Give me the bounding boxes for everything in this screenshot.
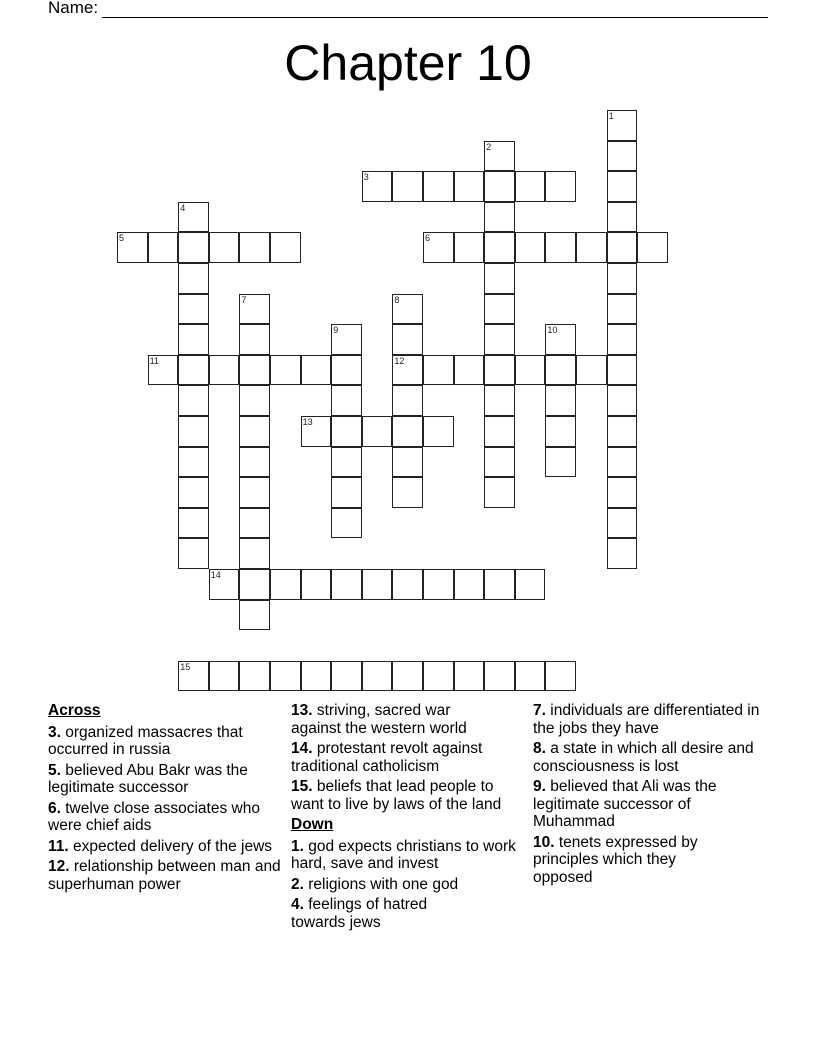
crossword-cell[interactable] — [239, 447, 270, 478]
crossword-cell[interactable] — [484, 447, 515, 478]
clue-number: 15 — [180, 661, 191, 672]
crossword-cell[interactable] — [362, 171, 393, 202]
clue-across-12: 12. relationship between man and superhuman power — [48, 858, 281, 893]
crossword-cell[interactable] — [239, 385, 270, 416]
page-title: Chapter 10 — [284, 35, 532, 91]
crossword-cell[interactable] — [239, 232, 270, 263]
crossword-cell[interactable] — [178, 232, 209, 263]
crossword-cell[interactable] — [331, 508, 362, 539]
clue-number: 14 — [210, 570, 221, 580]
crossword-cell[interactable] — [423, 416, 454, 447]
crossword-cell[interactable] — [545, 232, 576, 263]
crossword-cell[interactable] — [239, 477, 270, 508]
clue-number: 9 — [333, 325, 339, 336]
clue-number: 8 — [394, 294, 400, 305]
crossword-cell[interactable] — [331, 355, 362, 386]
crossword-cell[interactable] — [454, 171, 485, 202]
clue-number: 3 — [363, 172, 369, 183]
crossword-cell[interactable] — [576, 355, 607, 386]
clue-across-11: 11. expected delivery of the jews — [48, 837, 273, 855]
clue-down-7: 7. individuals are differentiated in the jobs they have — [533, 702, 760, 737]
crossword-cell[interactable] — [545, 385, 576, 416]
crossword-cell[interactable] — [270, 569, 301, 600]
crossword-cell[interactable] — [515, 171, 546, 202]
crossword-cell[interactable] — [178, 661, 209, 692]
clue-number: 1 — [608, 111, 614, 121]
crossword-cell[interactable] — [301, 416, 332, 447]
crossword-cell[interactable] — [392, 294, 423, 325]
crossword-cell[interactable] — [484, 569, 515, 600]
clue-down-4: 4. feelings of hatred towards jews — [291, 896, 428, 931]
crossword-cell[interactable] — [607, 110, 638, 141]
crossword-cell[interactable] — [239, 600, 270, 631]
crossword-cell[interactable] — [392, 569, 423, 600]
crossword-cell[interactable] — [178, 355, 209, 386]
crossword-cell[interactable] — [454, 661, 485, 692]
crossword-cell[interactable] — [607, 477, 638, 508]
crossword-cell[interactable] — [484, 385, 515, 416]
crossword-cell[interactable] — [209, 661, 240, 692]
clue-column-2 — [291, 702, 526, 934]
crossword-cell[interactable] — [178, 324, 209, 355]
crossword-cell[interactable] — [178, 263, 209, 294]
crossword-cell[interactable] — [239, 355, 270, 386]
clue-across-13: 13. striving, sacred war against the western world — [291, 702, 467, 737]
crossword-cell[interactable] — [484, 416, 515, 447]
name-blank[interactable] — [102, 1, 768, 18]
clue-number: 12 — [394, 355, 405, 366]
crossword-cell[interactable] — [209, 232, 240, 263]
crossword-cell[interactable] — [331, 477, 362, 508]
crossword-cell[interactable] — [607, 508, 638, 539]
crossword-cell[interactable] — [423, 171, 454, 202]
crossword-cell[interactable] — [392, 477, 423, 508]
clue-down-9: 9. believed that Ali was the legitimate successor of Muhammad — [533, 778, 717, 830]
clue-across-14: 14. protestant revolt against traditional catholicism — [291, 740, 483, 775]
crossword-cell[interactable] — [392, 661, 423, 692]
crossword-cell[interactable] — [331, 385, 362, 416]
crossword-cell[interactable] — [484, 141, 515, 172]
crossword-cell[interactable] — [515, 355, 546, 386]
crossword-cell[interactable] — [545, 324, 576, 355]
crossword-cell[interactable] — [178, 508, 209, 539]
crossword-cell[interactable] — [178, 538, 209, 569]
crossword-cell[interactable] — [362, 569, 393, 600]
crossword-cell[interactable] — [484, 263, 515, 294]
crossword-cell[interactable] — [545, 416, 576, 447]
crossword-cell[interactable] — [484, 355, 515, 386]
crossword-cell[interactable] — [454, 569, 485, 600]
crossword-cell[interactable] — [545, 171, 576, 202]
crossword-cell[interactable] — [423, 569, 454, 600]
crossword-cell[interactable] — [362, 661, 393, 692]
crossword-cell[interactable] — [607, 416, 638, 447]
clue-down-1: 1. god expects christians to work hard, save and invest — [291, 837, 516, 872]
clue-across-5: 5. believed Abu Bakr was the legitimate successor — [48, 761, 248, 796]
crossword-cell[interactable] — [239, 416, 270, 447]
crossword-cell[interactable] — [484, 661, 515, 692]
crossword-cell[interactable] — [209, 569, 240, 600]
crossword-cell[interactable] — [270, 355, 301, 386]
clue-down-10: 10. tenets expressed by principles which they opposed — [533, 833, 698, 886]
clue-column-1 — [48, 702, 283, 896]
crossword-cell[interactable] — [148, 232, 179, 263]
crossword-cell[interactable] — [362, 416, 393, 447]
crossword-cell[interactable] — [331, 569, 362, 600]
crossword-cell[interactable] — [607, 171, 638, 202]
crossword-cell[interactable] — [239, 324, 270, 355]
crossword-cell[interactable] — [484, 294, 515, 325]
crossword-cell[interactable] — [515, 569, 546, 600]
clue-across-6: 6. twelve close associates who were chief aids — [48, 799, 260, 834]
name-label: Name: — [48, 0, 99, 17]
crossword-cell[interactable] — [454, 232, 485, 263]
crossword-cell[interactable] — [178, 477, 209, 508]
crossword-cell[interactable] — [392, 355, 423, 386]
crossword-cell[interactable] — [607, 202, 638, 233]
clue-across-15: 15. beliefs that lead people to want to live by laws of the land — [291, 778, 502, 813]
crossword-cell[interactable] — [515, 661, 546, 692]
crossword-cell[interactable] — [270, 232, 301, 263]
crossword-cell[interactable] — [239, 538, 270, 569]
clue-down-8: 8. a state in which all desire and consciousness is lost — [533, 740, 754, 775]
crossword-cell[interactable] — [454, 355, 485, 386]
crossword-cell[interactable] — [301, 569, 332, 600]
crossword-cell[interactable] — [239, 294, 270, 325]
crossword-cell[interactable] — [484, 202, 515, 233]
crossword-cell[interactable] — [301, 661, 332, 692]
crossword-cell[interactable] — [392, 171, 423, 202]
crossword-cell[interactable] — [607, 324, 638, 355]
crossword-cell[interactable] — [515, 232, 546, 263]
crossword-cell[interactable] — [239, 508, 270, 539]
crossword-cell[interactable] — [270, 661, 301, 692]
crossword-cell[interactable] — [239, 661, 270, 692]
clue-number: 10 — [547, 325, 558, 336]
crossword-cell[interactable] — [331, 447, 362, 478]
crossword-cell[interactable] — [392, 324, 423, 355]
across-heading: Across — [48, 702, 101, 719]
clue-number: 2 — [486, 141, 492, 152]
crossword-cell[interactable] — [117, 232, 148, 263]
crossword-cell[interactable] — [178, 202, 209, 233]
crossword-cell[interactable] — [607, 263, 638, 294]
crossword-cell[interactable] — [331, 416, 362, 447]
crossword-cell[interactable] — [423, 355, 454, 386]
crossword-cell[interactable] — [607, 385, 638, 416]
clue-column-3 — [533, 702, 768, 889]
crossword-cell[interactable] — [607, 538, 638, 569]
crossword-cell[interactable] — [545, 355, 576, 386]
name-field — [48, 0, 768, 18]
crossword-cell[interactable] — [178, 416, 209, 447]
down-heading: Down — [291, 816, 334, 833]
crossword-cell[interactable] — [239, 569, 270, 600]
crossword-cell[interactable] — [637, 232, 668, 263]
clue-across-3: 3. organized massacres that occurred in russia — [48, 723, 243, 758]
crossword-cell[interactable] — [484, 324, 515, 355]
crossword-cell[interactable] — [545, 447, 576, 478]
crossword-cell[interactable] — [607, 355, 638, 386]
crossword-cell[interactable] — [484, 232, 515, 263]
clue-number: 7 — [241, 294, 247, 305]
clue-number: 4 — [180, 202, 186, 213]
clue-number: 5 — [119, 233, 125, 244]
crossword-cell[interactable] — [423, 661, 454, 692]
crossword-cell[interactable] — [607, 141, 638, 172]
clue-number: 6 — [425, 233, 431, 244]
crossword-cell[interactable] — [301, 355, 332, 386]
crossword-cell[interactable] — [545, 661, 576, 692]
crossword-cell[interactable] — [423, 232, 454, 263]
crossword-cell[interactable] — [607, 232, 638, 263]
crossword-cell[interactable] — [178, 294, 209, 325]
crossword-cell[interactable] — [209, 355, 240, 386]
crossword-cell[interactable] — [178, 385, 209, 416]
crossword-cell[interactable] — [392, 385, 423, 416]
crossword-cell[interactable] — [331, 661, 362, 692]
crossword-cell[interactable] — [484, 477, 515, 508]
crossword-cell[interactable] — [331, 324, 362, 355]
crossword-cell[interactable] — [148, 355, 179, 386]
crossword-cell[interactable] — [392, 447, 423, 478]
crossword-cell[interactable] — [392, 416, 423, 447]
crossword-cell[interactable] — [576, 232, 607, 263]
clue-number: 11 — [149, 355, 159, 366]
crossword-cell[interactable] — [178, 447, 209, 478]
crossword-cell[interactable] — [607, 294, 638, 325]
clue-number: 13 — [302, 417, 313, 427]
clue-down-2: 2. religions with one god — [291, 875, 459, 893]
crossword-cell[interactable] — [484, 171, 515, 202]
crossword-cell[interactable] — [607, 447, 638, 478]
